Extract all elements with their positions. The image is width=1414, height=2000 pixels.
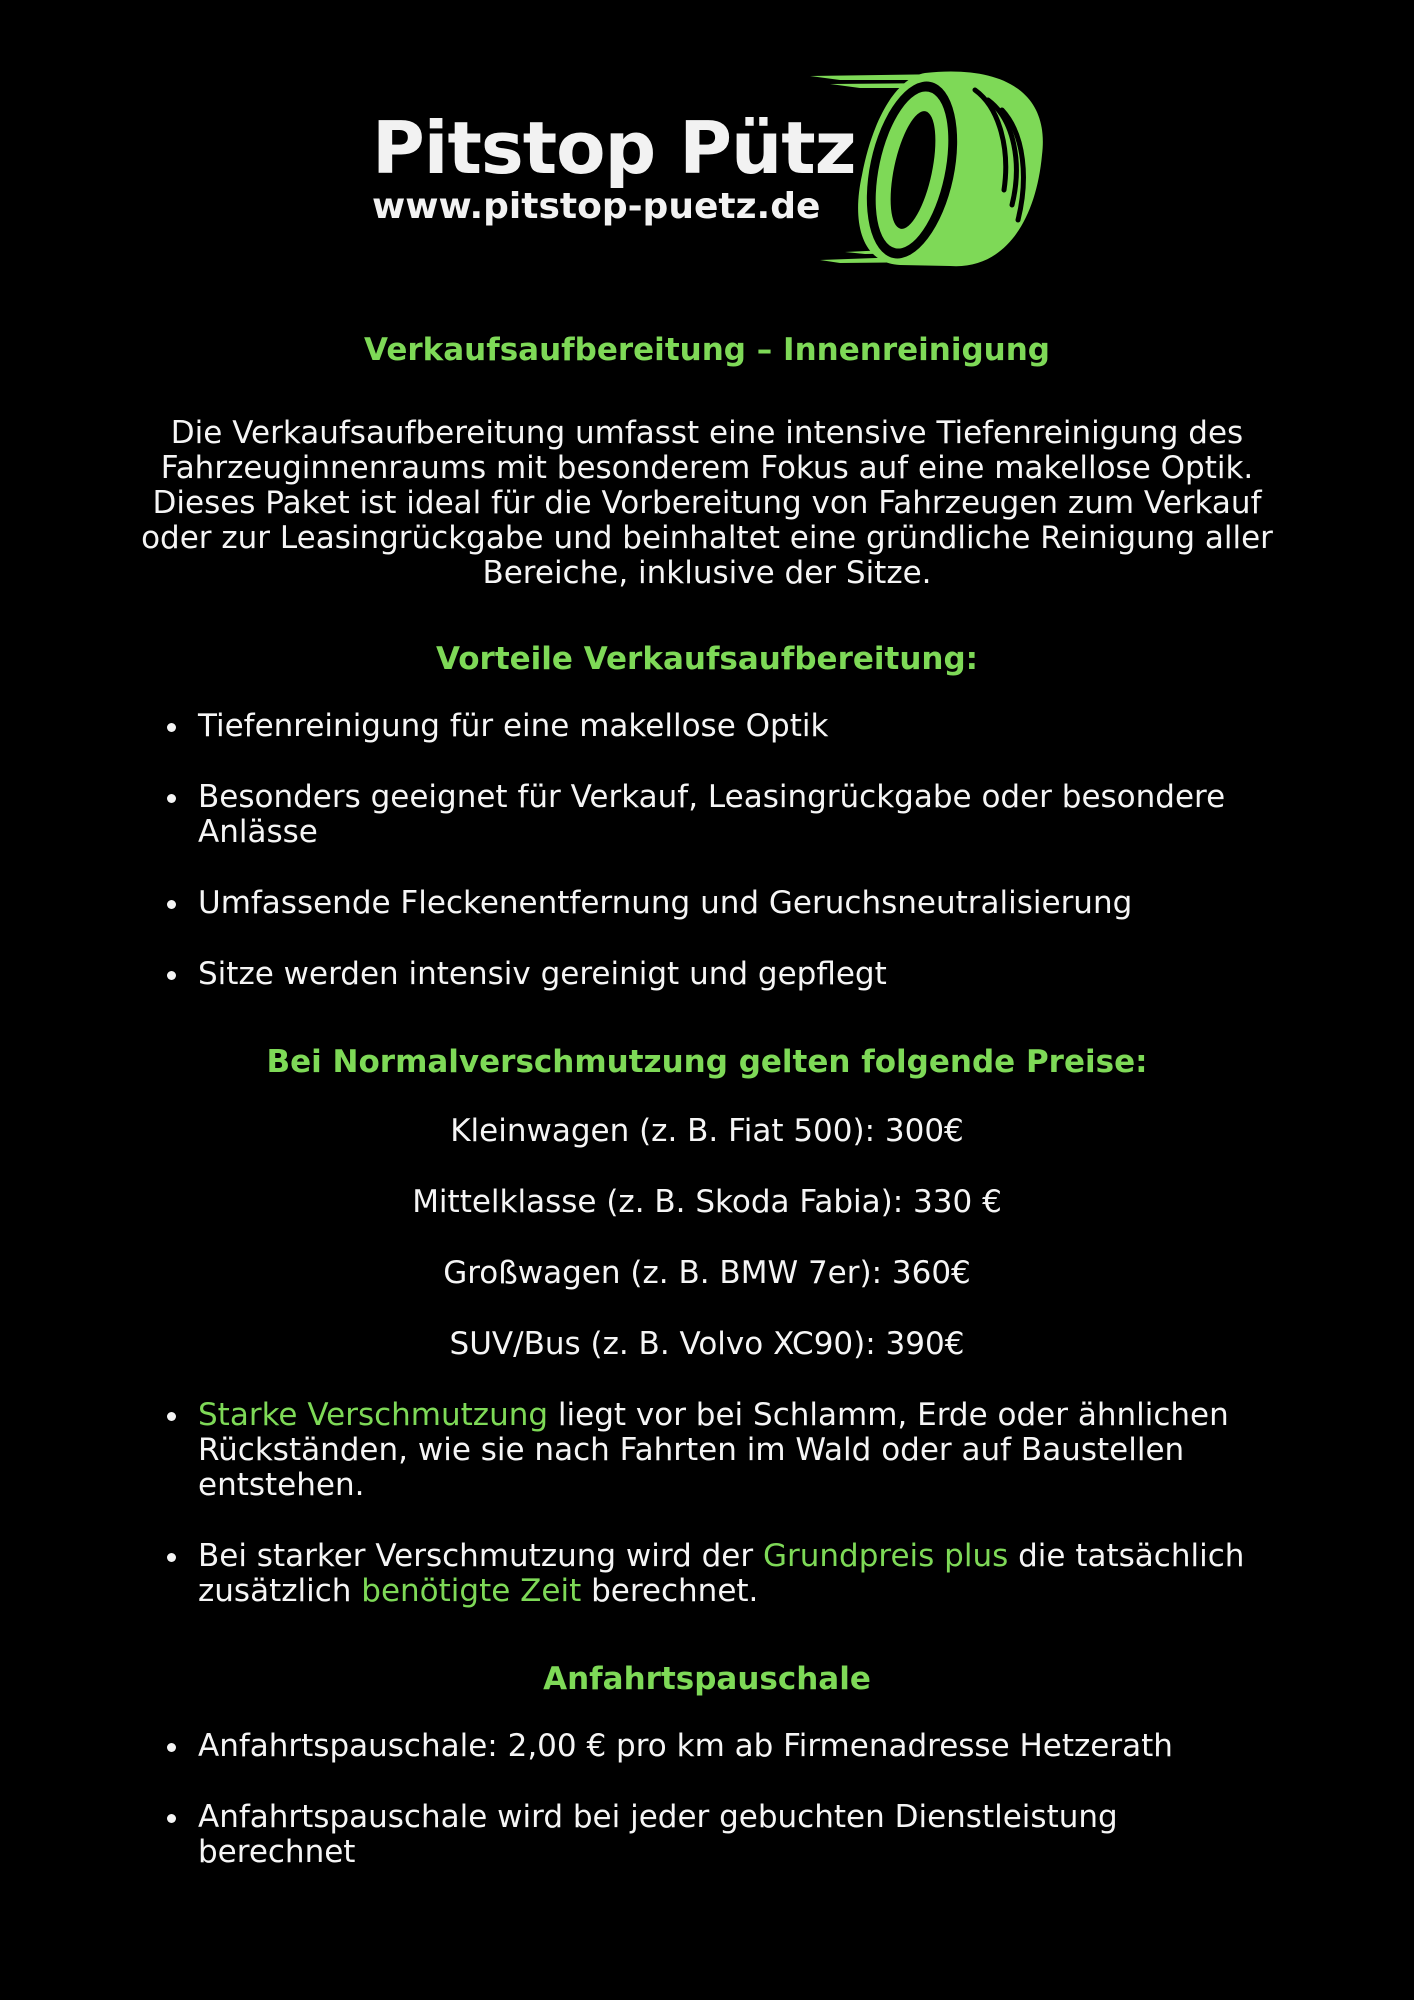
- note-text: Bei starker Verschmutzung wird der: [198, 1538, 763, 1574]
- list-item: [140, 1398, 1274, 1503]
- highlight-text: Starke Verschmutzung: [198, 1397, 549, 1433]
- travel-list: [140, 1729, 1274, 1870]
- speeding-tire-icon: [800, 70, 1050, 270]
- list-item: Anfahrtspauschale: 2,00 € pro km ab Firmenadresse Hetzerath: [140, 1729, 1274, 1764]
- highlight-text: benötigte Zeit: [361, 1573, 582, 1609]
- note-text: liegt vor bei Schlamm, Erde oder ähnlichen Rückständen, wie sie nach Fahrten im Wald oder auf Baustellen entstehen.: [198, 1397, 1229, 1503]
- main-content: [140, 330, 1274, 1870]
- list-item: Tiefenreinigung für eine makellose Optik: [140, 709, 1274, 744]
- highlight-text: Grundpreis plus: [762, 1538, 1009, 1574]
- list-item: Besonders geeignet für Verkauf, Leasingrückgabe oder besondere Anlässe: [140, 780, 1274, 850]
- section-title: Verkaufsaufbereitung – Innenreinigung: [364, 332, 1050, 368]
- price-item: Mittelklasse (z. B. Skoda Fabia): 330 €: [412, 1184, 1002, 1220]
- advantages-heading: Vorteile Verkaufsaufbereitung:: [435, 641, 979, 677]
- brand-url[interactable]: www.pitstop-puetz.de: [372, 186, 821, 227]
- brand-name: Pitstop Pütz: [372, 106, 856, 190]
- intro-text: Die Verkaufsaufbereitung umfasst eine intensive Tiefenreinigung des Fahrzeuginnenraums mit besonderem Fokus auf eine makellose Optik. Dieses Paket ist ideal für die Vorbereitung von Fahrzeugen zum Verkauf oder zur Leasingrückgabe und beinhaltet eine gründliche Reinigung aller Bereiche, inklusive der Sitze.: [141, 415, 1273, 591]
- price-item: SUV/Bus (z. B. Volvo XC90): 390€: [449, 1326, 965, 1362]
- travel-heading: Anfahrtspauschale: [543, 1661, 871, 1697]
- header: [0, 70, 1414, 270]
- note-text: berechnet.: [581, 1573, 759, 1609]
- list-item: Anfahrtspauschale wird bei jeder gebuchten Dienstleistung berechnet: [140, 1800, 1274, 1870]
- prices-heading: Bei Normalverschmutzung gelten folgende Preise:: [266, 1044, 1148, 1080]
- price-item: Kleinwagen (z. B. Fiat 500): 300€: [450, 1113, 964, 1149]
- advantages-list: [140, 709, 1274, 992]
- list-item: [140, 1539, 1274, 1609]
- price-item: Großwagen (z. B. BMW 7er): 360€: [443, 1255, 971, 1291]
- list-item: Sitze werden intensiv gereinigt und gepflegt: [140, 957, 1274, 992]
- brand-text: [372, 105, 872, 229]
- note-text: die tatsächlich zusätzlich: [198, 1538, 1245, 1609]
- list-item: Umfassende Fleckenentfernung und Geruchsneutralisierung: [140, 886, 1274, 921]
- soiling-notes-list: [140, 1398, 1274, 1609]
